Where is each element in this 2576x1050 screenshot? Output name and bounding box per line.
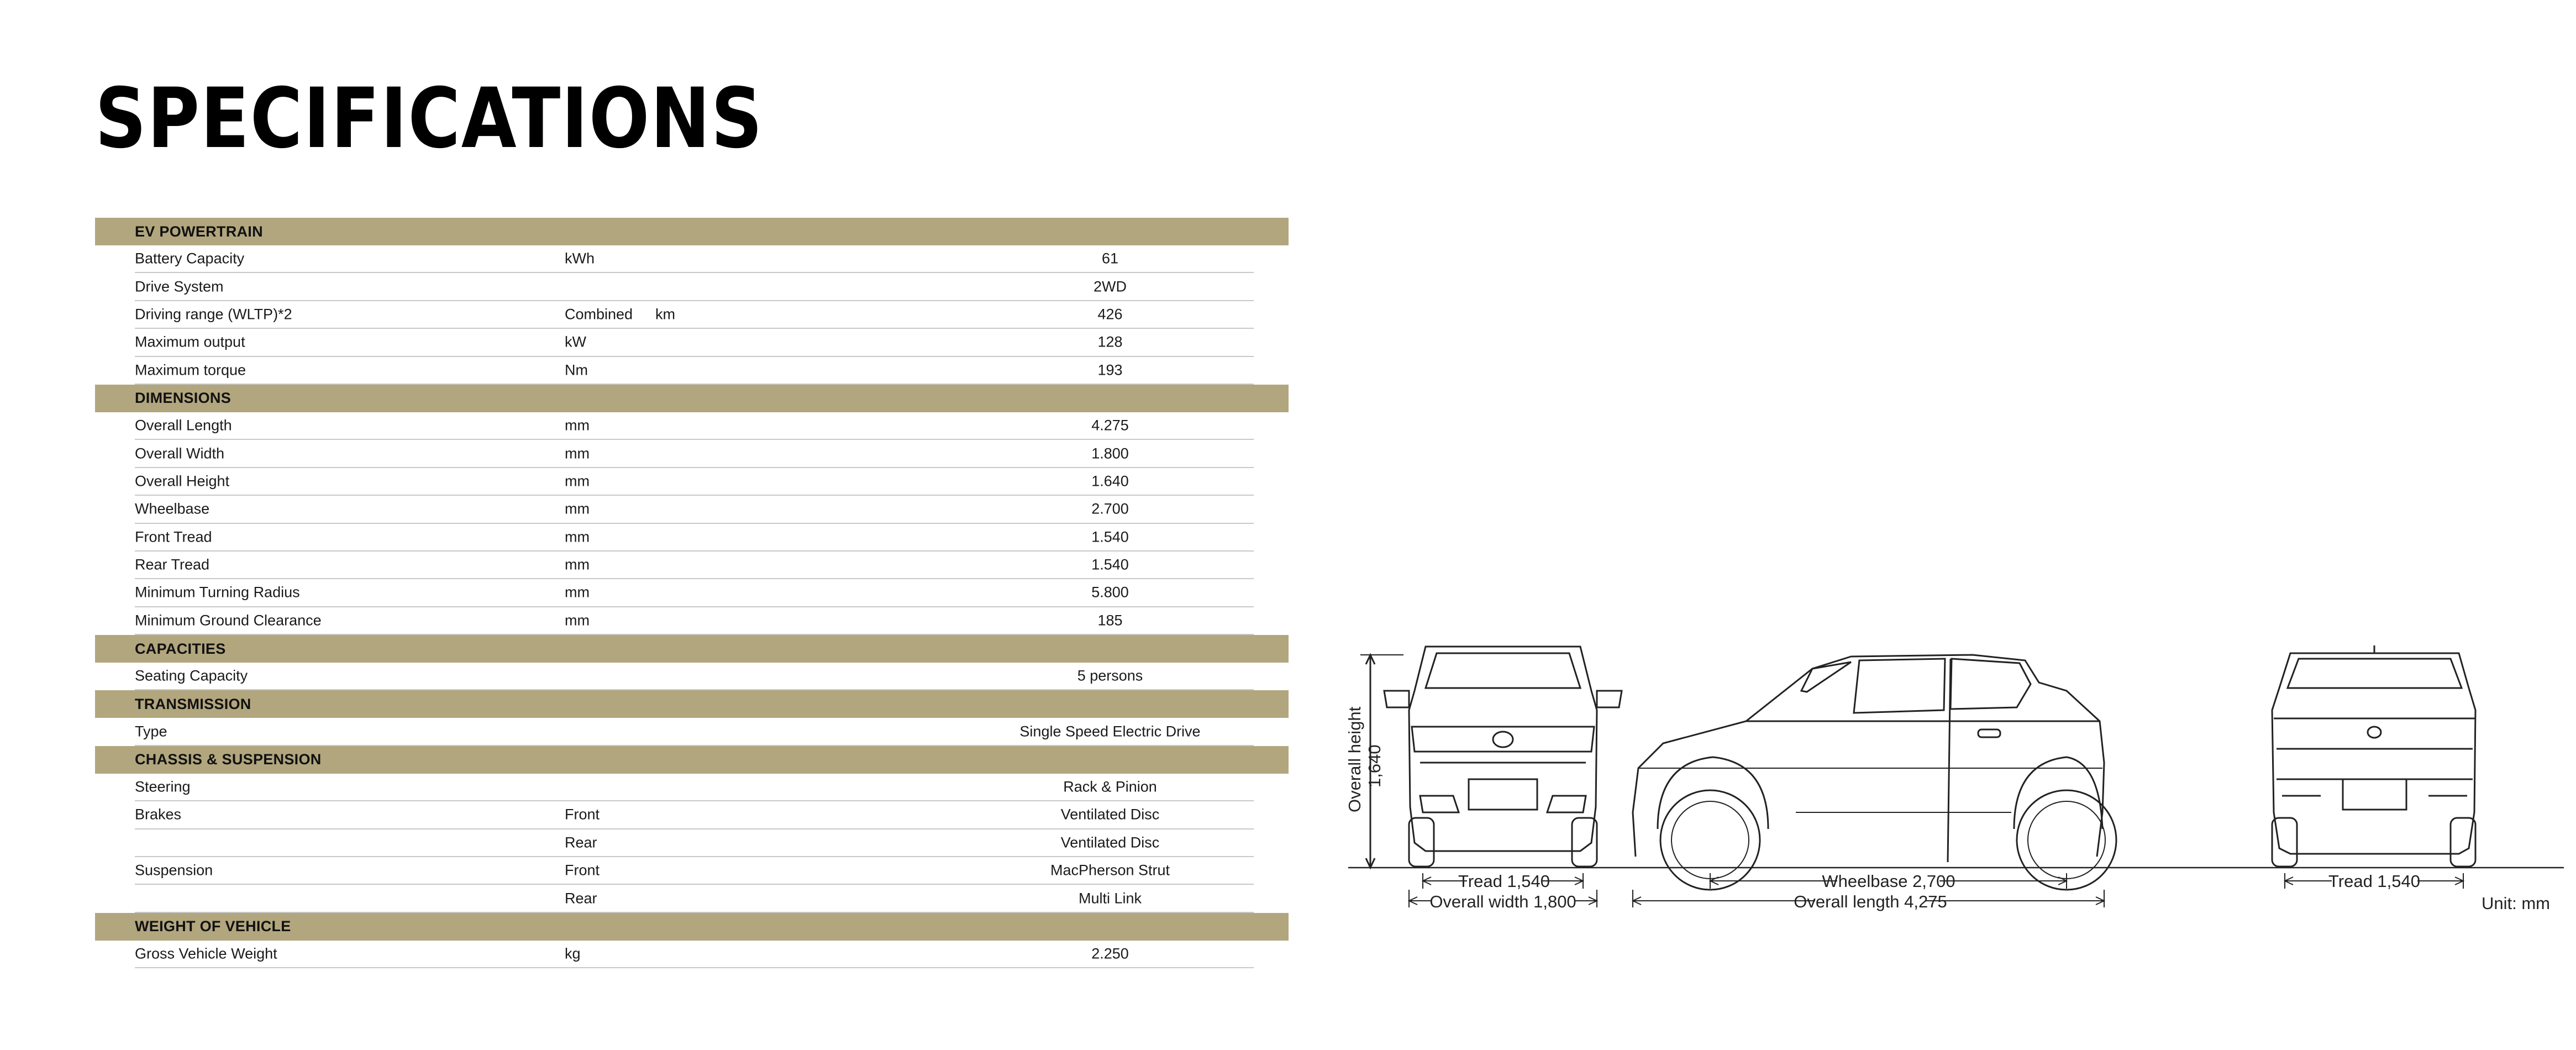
front-view-drawing	[1384, 647, 1622, 911]
spec-name: Overall Width	[135, 445, 225, 462]
spec-value: 5.800	[1091, 584, 1129, 601]
spec-value: Ventilated Disc	[1060, 806, 1160, 823]
spec-value: 1.800	[1091, 445, 1129, 462]
spec-row	[135, 245, 1254, 273]
spec-unit: mm	[565, 473, 590, 490]
spec-name: Maximum output	[135, 333, 245, 350]
spec-row	[135, 801, 1254, 829]
section-heading-weight-of-vehicle: WEIGHT OF VEHICLE	[95, 913, 1289, 941]
spec-value: 61	[1101, 250, 1119, 267]
spec-unit: Front	[565, 862, 600, 879]
spec-row	[135, 357, 1254, 385]
spec-row	[135, 579, 1254, 607]
spec-name: Battery Capacity	[135, 250, 245, 267]
spec-name: Minimum Ground Clearance	[135, 612, 322, 629]
front-tread-label: Tread 1,540	[1458, 872, 1550, 891]
section-heading-chassis-suspension: CHASSIS & SUSPENSION	[95, 746, 1289, 774]
spec-unit: Rear	[565, 834, 597, 851]
spec-name: Driving range (WLTP)*2	[135, 306, 292, 323]
spec-unit: mm	[565, 556, 590, 573]
spec-value: 1.640	[1091, 473, 1129, 490]
spec-value: 1.540	[1091, 528, 1129, 545]
spec-name: Minimum Turning Radius	[135, 584, 300, 601]
spec-value: 2.700	[1091, 500, 1129, 517]
spec-row	[135, 941, 1254, 968]
spec-name: Gross Vehicle Weight	[135, 945, 277, 962]
spec-value: 2.250	[1091, 945, 1129, 962]
page-title: SPECIFICATIONS	[95, 71, 764, 167]
spec-row	[135, 718, 1254, 746]
spec-row	[135, 830, 1254, 857]
spec-row	[135, 524, 1254, 552]
section-heading-dimensions: DIMENSIONS	[95, 385, 1289, 412]
spec-value: Multi Link	[1078, 890, 1142, 907]
rear-tread-label: Tread 1,540	[2328, 872, 2421, 891]
spec-row	[135, 329, 1254, 356]
spec-value: 128	[1097, 333, 1123, 350]
spec-value: Rack & Pinion	[1063, 778, 1157, 795]
specifications-table	[95, 218, 1289, 968]
rear-view-drawing	[2272, 645, 2550, 913]
spec-row	[135, 273, 1254, 301]
spec-unit-secondary: km	[655, 306, 675, 323]
spec-unit: kW	[565, 333, 586, 350]
overall-height-label: Overall height	[1345, 706, 1364, 812]
vehicle-dimension-drawings	[1326, 630, 2569, 939]
spec-unit: mm	[565, 612, 590, 629]
spec-value: Ventilated Disc	[1060, 834, 1160, 851]
spec-unit: mm	[565, 528, 590, 545]
spec-row	[135, 552, 1254, 579]
spec-name: Maximum torque	[135, 361, 246, 379]
spec-unit: Combined	[565, 306, 633, 323]
spec-value: MacPherson Strut	[1050, 862, 1170, 879]
spec-name: Type	[135, 723, 167, 740]
spec-row	[135, 607, 1254, 635]
spec-name: Overall Length	[135, 417, 232, 434]
overall-width-label: Overall width 1,800	[1429, 892, 1576, 911]
spec-name: Brakes	[135, 806, 182, 823]
overall-length-label: Overall length 4,275	[1794, 892, 1947, 911]
section-heading-transmission: TRANSMISSION	[95, 690, 1289, 718]
spec-unit: mm	[565, 445, 590, 462]
spec-name: Steering	[135, 778, 191, 795]
spec-value: 5 persons	[1077, 667, 1143, 684]
section-heading-ev-powertrain: EV POWERTRAIN	[95, 218, 1289, 245]
spec-value: 2WD	[1094, 278, 1127, 295]
spec-name: Front Tread	[135, 528, 212, 545]
spec-name: Seating Capacity	[135, 667, 248, 684]
spec-name: Overall Height	[135, 473, 230, 490]
spec-name: Suspension	[135, 862, 213, 879]
spec-row	[135, 774, 1254, 801]
spec-unit: Rear	[565, 890, 597, 907]
wheelbase-label: Wheelbase 2,700	[1822, 872, 1955, 891]
overall-height-value: 1,640	[1365, 744, 1384, 788]
spec-unit: mm	[565, 584, 590, 601]
spec-row	[135, 301, 1254, 329]
spec-value: 185	[1097, 612, 1123, 629]
spec-unit: mm	[565, 417, 590, 434]
spec-value: 4.275	[1091, 417, 1129, 434]
side-view-drawing	[1633, 655, 2116, 911]
unit-label: Unit: mm	[2482, 894, 2550, 913]
spec-row	[135, 857, 1254, 885]
spec-value: Single Speed Electric Drive	[1019, 723, 1201, 740]
spec-unit: mm	[565, 500, 590, 517]
spec-row	[135, 663, 1254, 690]
spec-value: 1.540	[1091, 556, 1129, 573]
spec-value: 426	[1097, 306, 1123, 323]
spec-unit: kg	[565, 945, 581, 962]
spec-row	[135, 468, 1254, 496]
spec-unit: Front	[565, 806, 600, 823]
spec-name: Wheelbase	[135, 500, 210, 517]
spec-name: Rear Tread	[135, 556, 210, 573]
spec-row	[135, 496, 1254, 523]
spec-row	[135, 885, 1254, 912]
section-heading-capacities: CAPACITIES	[95, 635, 1289, 663]
spec-name: Drive System	[135, 278, 224, 295]
spec-row	[135, 412, 1254, 440]
spec-unit: Nm	[565, 361, 588, 379]
spec-value: 193	[1097, 361, 1123, 379]
spec-row	[135, 440, 1254, 468]
spec-unit: kWh	[565, 250, 595, 267]
overall-height-dimension	[1345, 655, 1403, 868]
